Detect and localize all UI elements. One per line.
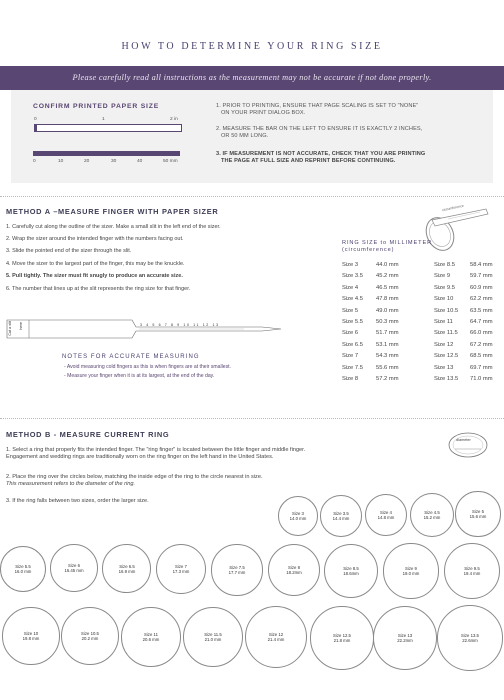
method-a-step: 5. Pull tightly. The sizer must fit snugly to produce an accurate size. — [6, 273, 183, 279]
ring-size-circle — [444, 543, 500, 599]
mm-tick: 10 — [58, 159, 64, 164]
print-instruction: 2. MEASURE THE BAR ON THE LEFT TO ENSURE IT IS EXACTLY 2 INCHES, OR 50 MM LONG. — [216, 126, 423, 140]
divider — [0, 196, 504, 197]
ring-size-circle — [121, 607, 181, 667]
ring-mm-cell: 59.7 mm — [470, 273, 493, 280]
ring-mm-cell: 68.5 mm — [470, 353, 493, 360]
ring-size-circle — [2, 607, 59, 664]
ring-size-cell: Size 10 — [434, 296, 454, 303]
diameter-label: diameter — [456, 438, 471, 442]
circle-size-label: Size 9 — [405, 565, 417, 571]
ring-size-cell: Size 6.5 — [342, 341, 363, 348]
ring-mm-cell: 47.8 mm — [376, 296, 399, 303]
ring-mm-cell: 54.3 mm — [376, 353, 399, 360]
ring-mm-cell: 46.5 mm — [376, 284, 399, 291]
circle-size-label: Size 7 — [175, 563, 187, 569]
sizer-numbers: 3 4 5 6 7 8 9 10 11 12 13 — [140, 323, 220, 327]
circle-size-label: Size 12 — [268, 631, 284, 637]
circle-size-label: Size 7.5 — [229, 564, 245, 570]
ring-size-circle — [211, 544, 262, 595]
ring-size-cell: Size 7.5 — [342, 364, 363, 371]
ring-mm-cell: 69.7 mm — [470, 364, 493, 371]
diameter-illustration — [447, 430, 489, 460]
confirm-heading: CONFIRM PRINTED PAPER SIZE — [33, 103, 160, 110]
circle-mm-label: 21.4 mm — [267, 636, 285, 642]
sizer-slit-label: Cut a slit — [8, 321, 12, 336]
ring-size-circle — [410, 493, 454, 537]
ring-size-circle — [0, 546, 46, 592]
circle-size-label: Size 10 — [23, 630, 39, 636]
ring-mm-cell: 49.0 mm — [376, 307, 399, 314]
ring-size-circle — [373, 606, 437, 670]
circle-size-label: Size 3 — [292, 510, 304, 516]
circle-size-label: Size 4.5 — [424, 509, 440, 515]
ring-size-cell: Size 9 — [434, 273, 451, 280]
circumference-label: circumference — [441, 203, 465, 213]
ring-mm-cell: 50.3 mm — [376, 319, 399, 325]
circle-mm-label: 15.6 mm — [469, 513, 487, 519]
circle-mm-label: 14.4 mm — [332, 515, 350, 521]
circle-size-label: Size 11.5 — [204, 631, 222, 637]
circle-size-label: Size 11 — [143, 631, 158, 637]
ring-size-cell: Size 13 — [434, 364, 454, 371]
inch-tick: 2 in — [170, 117, 178, 122]
circle-size-label: Size 3.5 — [333, 510, 349, 516]
ring-size-table-heading: RING SIZE to MILLIMETER (circumference) — [342, 240, 433, 253]
circle-size-label: Size 9.5 — [464, 565, 480, 571]
ring-size-circle — [156, 544, 206, 594]
method-a-step: 2. Wrap the sizer around the intended finger with the numbers facing out. — [6, 236, 184, 242]
ring-size-cell: Size 13.5 — [434, 376, 459, 382]
ring-size-circle — [183, 607, 244, 668]
circle-mm-label: 21.8 mm — [333, 637, 351, 643]
circle-size-label: Size 8.5 — [343, 565, 359, 571]
circle-mm-label: 17.7 mm — [228, 569, 246, 575]
ring-size-cell: Size 9.5 — [434, 284, 455, 291]
circle-mm-label: 15.2 mm — [423, 514, 441, 520]
circle-mm-label: 16.9 mm — [118, 568, 136, 574]
mm-tick: 30 — [111, 159, 117, 164]
ring-mm-cell: 57.2 mm — [376, 376, 399, 382]
ring-size-circle — [278, 496, 319, 537]
ring-size-circle — [102, 544, 151, 593]
warning-banner — [0, 66, 504, 90]
ring-size-cell: Size 5 — [342, 307, 359, 314]
circle-mm-label: 18.2mm — [286, 569, 302, 575]
inch-tick: 0 — [34, 117, 37, 122]
ring-mm-cell: 64.7 mm — [470, 319, 493, 325]
circle-mm-label: 19.8 mm — [22, 635, 40, 641]
circle-mm-label: 14.8 mm — [377, 514, 395, 520]
circle-mm-label: 21.0 mm — [204, 636, 222, 642]
circle-size-label: Size 5.5 — [15, 563, 31, 569]
ring-mm-cell: 67.2 mm — [470, 341, 493, 348]
circle-size-label: Size 13 — [397, 632, 413, 638]
ring-size-cell: Size 10.5 — [434, 307, 459, 314]
ring-size-circle — [50, 544, 98, 592]
method-b-heading: METHOD B - MEASURE CURRENT RING — [6, 430, 170, 439]
ring-mm-cell: 62.2 mm — [470, 296, 493, 303]
ring-size-circle — [245, 606, 307, 668]
notes-heading: NOTES FOR ACCURATE MEASURING — [62, 354, 200, 360]
ring-size-cell: Size 4 — [342, 284, 359, 291]
circle-size-label: Size 5 — [472, 508, 484, 514]
page-title: HOW TO DETERMINE YOUR RING SIZE — [121, 41, 383, 52]
method-b-step: 1. Select a ring that properly fits the intended finger. The "ring finger" is located between the little finger and middle finger. Engagement and wedding rings are traditionally worn on the ring finger on the left hand in the United States. — [6, 447, 306, 460]
ring-size-circle — [268, 544, 321, 597]
method-a-heading: METHOD A –MEASURE FINGER WITH PAPER SIZER — [6, 207, 219, 216]
ring-mm-cell: 63.5 mm — [470, 307, 493, 314]
circle-mm-label: 19.4 mm — [463, 570, 481, 576]
method-a-step: 4. Move the sizer to the largest part of the finger, this may be the knuckle. — [6, 261, 185, 267]
circle-mm-label: 22.2mm — [397, 637, 413, 643]
ring-size-cell: Size 8 — [342, 376, 359, 382]
mm-tick: 40 — [137, 159, 143, 164]
method-a-step: 3. Slide the pointed end of the sizer through the slit. — [6, 248, 132, 254]
inch-measure-bar — [34, 124, 182, 132]
ring-size-cell: Size 12 — [434, 341, 454, 348]
ring-mm-cell: 55.6 mm — [376, 364, 399, 371]
ring-size-cell: Size 7 — [342, 353, 359, 360]
ring-mm-cell: 60.9 mm — [470, 284, 493, 291]
ring-size-circle — [437, 605, 503, 671]
ring-size-cell: Size 6 — [342, 330, 359, 337]
ring-size-cell: Size 3 — [342, 262, 359, 268]
mm-tick: 20 — [84, 159, 90, 164]
ring-mm-cell: 44.0 mm — [376, 262, 399, 268]
circle-size-label: Size 12.5 — [333, 632, 351, 638]
ring-mm-cell: 66.0 mm — [470, 330, 493, 337]
ring-mm-cell: 53.1 mm — [376, 341, 399, 348]
ring-mm-cell: 71.0 mm — [470, 376, 493, 382]
mm-tick: 0 — [33, 159, 36, 164]
circle-size-label: Size 6 — [68, 562, 80, 568]
ring-size-cell: Size 5.5 — [342, 319, 363, 325]
mm-measure-bar — [33, 151, 180, 156]
ring-size-circle — [324, 544, 378, 598]
ring-mm-cell: 51.7 mm — [376, 330, 399, 337]
ring-size-cell: Size 4.5 — [342, 296, 363, 303]
ring-size-circle — [320, 495, 362, 537]
inch-tick: 1 — [102, 117, 105, 122]
mm-tick: 50 mm — [163, 159, 178, 164]
circle-mm-label: 17.3 mm — [172, 568, 190, 574]
method-b-step: 3. If the ring falls between two sizes, order the larger size. — [6, 498, 149, 504]
ring-size-cell: Size 12.5 — [434, 353, 459, 360]
circle-size-label: Size 13.5 — [461, 632, 479, 638]
ring-size-circle — [310, 606, 373, 669]
method-a-step: 1. Carefully cut along the outline of the sizer. Make a small slit in the left end of the sizer. — [6, 224, 221, 230]
ring-size-circle — [365, 494, 408, 537]
circle-size-label: Size 4 — [380, 509, 392, 515]
method-b-step: 2. Place the ring over the circles below, matching the inside edge of the ring to the circle nearest in size. This measurement refers to the diameter of the ring. — [6, 474, 263, 487]
ring-size-circle — [383, 543, 438, 598]
paper-sizer[interactable] — [6, 318, 282, 340]
note-item: - Avoid measuring cold fingers as this is when fingers are at their smallest. — [64, 364, 231, 370]
note-item: - Measure your finger when it is at its largest, at the end of the day. — [64, 373, 215, 379]
circle-mm-label: 20.2 mm — [81, 635, 99, 641]
banner-text: Please carefully read all instructions as the measurement may not be accurate if not done properly. — [72, 73, 432, 82]
method-a-step: 6. The number that lines up at the slit represents the ring size for that finger. — [6, 286, 191, 292]
circle-size-label: Size 6.5 — [119, 563, 135, 569]
divider — [0, 418, 504, 419]
ring-size-cell: Size 8.5 — [434, 262, 455, 268]
circle-mm-label: 18.6mm — [343, 570, 359, 576]
ring-size-circle — [455, 491, 500, 536]
circle-mm-label: 16.0 mm — [14, 568, 32, 574]
ring-size-cell: Size 11.5 — [434, 330, 458, 337]
circle-mm-label: 19.0 mm — [402, 570, 420, 576]
print-instruction-warning: 3. IF MEASUREMENT IS NOT ACCURATE, CHECK THAT YOU ARE PRINTING THE PAGE AT FULL SIZE AND REPRINT BEFORE CONTINUING. — [216, 151, 426, 165]
circle-mm-label: 22.6mm — [462, 637, 478, 643]
ring-size-cell: Size 3.5 — [342, 273, 363, 280]
circle-mm-label: 20.6 mm — [142, 636, 160, 642]
circle-size-label: Size 10.5 — [81, 630, 99, 636]
circle-mm-label: 16.45 mm — [64, 567, 84, 573]
ring-size-cell: Size 11 — [434, 319, 453, 325]
sizer-slit-label: here — [19, 322, 23, 330]
circle-size-label: Size 8 — [288, 564, 300, 570]
ring-size-circle — [61, 607, 120, 666]
ring-mm-cell: 58.4 mm — [470, 262, 493, 268]
circle-mm-label: 14.0 mm — [289, 515, 307, 521]
print-instruction: 1. PRIOR TO PRINTING, ENSURE THAT PAGE SCALING IS SET TO "NONE" ON YOUR PRINT DIALOG BOX. — [216, 103, 419, 117]
ring-mm-cell: 45.2 mm — [376, 273, 399, 280]
